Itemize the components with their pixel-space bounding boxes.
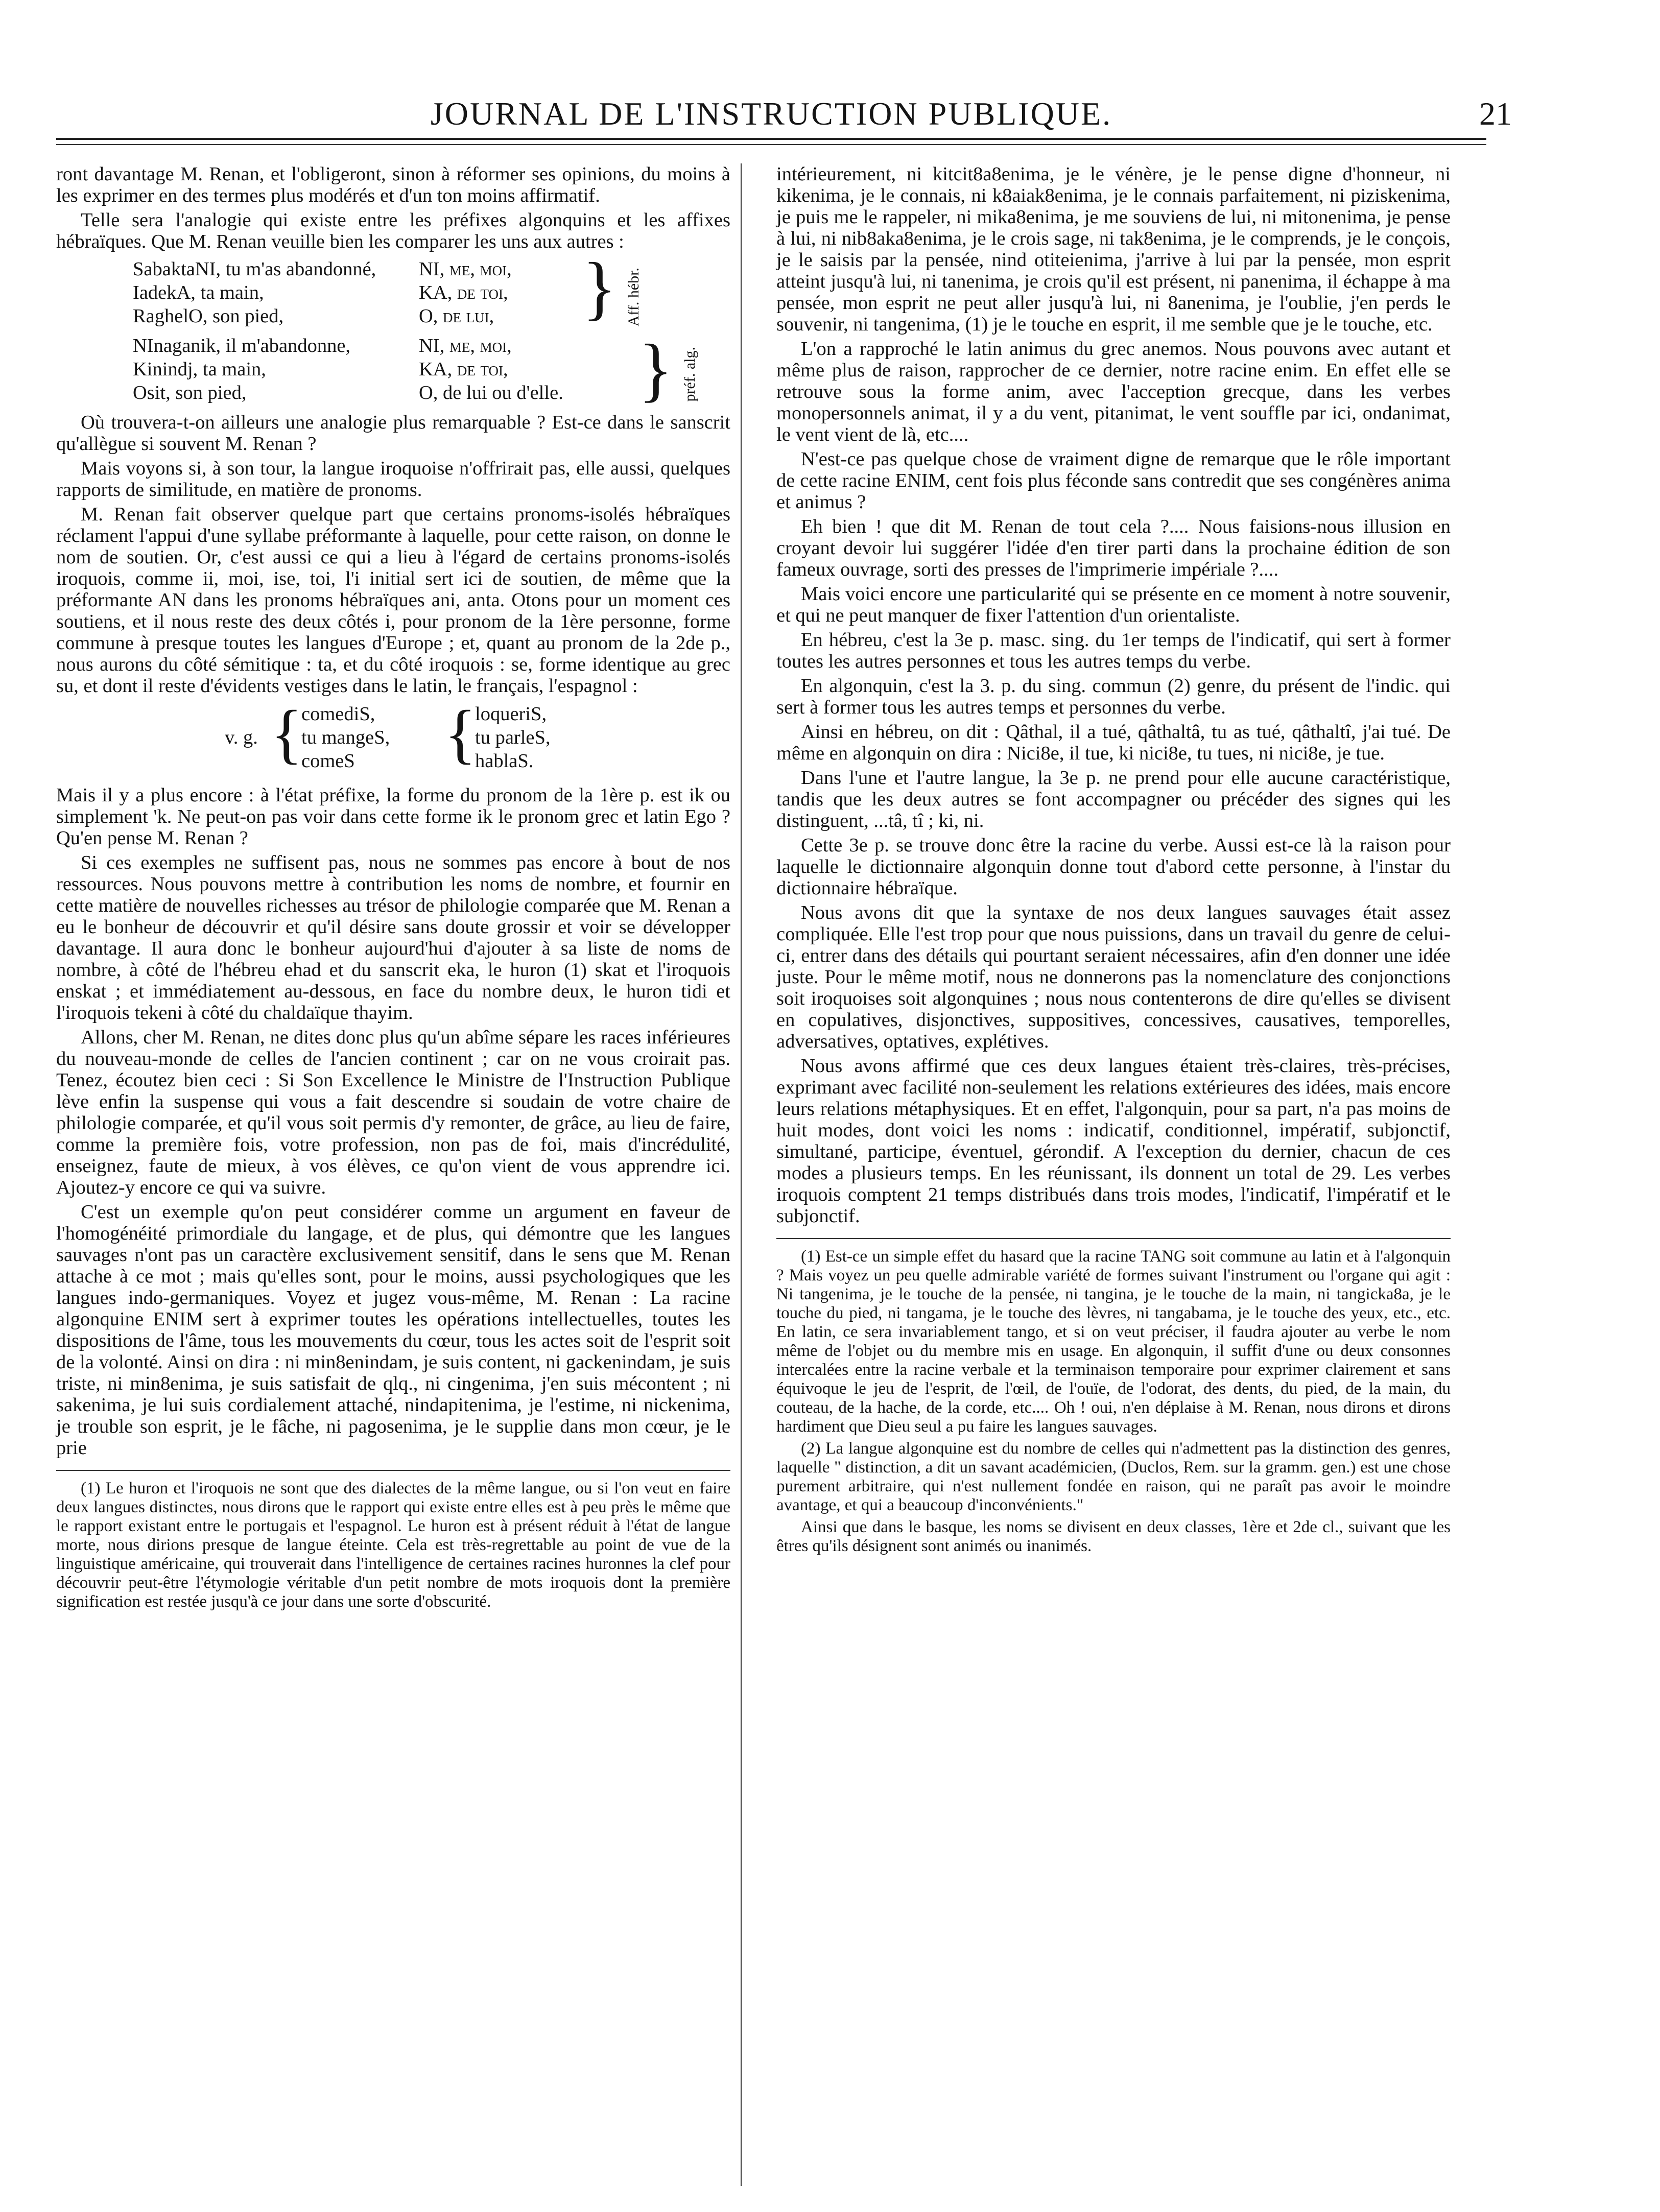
- paragraph: N'est-ce pas quelque chose de vraiment digne de remarque que le rôle important de cette racine ENIM, cent fois plus féconde sans contredit que ses congénères anima et animus ?: [776, 448, 1451, 513]
- table-cell: NI, me, moi,: [419, 258, 512, 280]
- running-header: [56, 95, 1512, 136]
- paragraph: ront davantage M. Renan, et l'obligeront, sinon à réformer ses opinions, du moins à les exprimer en des termes plus modérés et d'un ton moins affirmatif.: [56, 163, 730, 206]
- table-cell: KA, de toi,: [419, 282, 508, 303]
- paragraph: Telle sera l'analogie qui existe entre les préfixes algonquins et les affixes hébraïques. Que M. Renan veuille bien les comparer les uns aux autres :: [56, 209, 730, 252]
- paragraph: Eh bien ! que dit M. Renan de tout cela ?.... Nous faisions-nous illusion en croyant devoir lui suggérer l'idée d'en tirer parti dans la prochaine édition de son fameux ouvrage, sorti des presses de l'imprimerie impériale ?....: [776, 516, 1451, 580]
- paragraph: C'est un exemple qu'on peut considérer comme un argument en faveur de l'homogénéité primordiale du langage, et de plus, qui démontre que les langues sauvages n'ont pas un caractère exclusivement sensitif, dans le sens que M. Renan attache à ce mot ; mais qu'elles sont, pour le moins, aussi psychologiques que les langues indo-germaniques. Voyez et jugez vous-même, M. Renan : La racine algonquine ENIM sert à exprimer toutes les opérations intellectuelles, toutes les dispositions de l'âme, tous les mouvements du cœur, tous les actes soit de l'esprit soit de la volonté. Ainsi on dira : ni min8enindam, je suis content, ni gackenindam, je suis triste, ni min8enima, je suis satisfait de qlq., ni cingenima, j'en suis mécontent ; ni sakenima, je lui suis cordialement attaché, nindapitenima, je l'estime, ni nickenima, je trouble son esprit, je le fâche, ni pagosenima, je le supplie dans mon cœur, je le prie: [56, 1201, 730, 1459]
- left-column: [56, 163, 730, 1614]
- table-cell: Osit, son pied,: [133, 382, 247, 403]
- paragraph: Mais voyons si, à son tour, la langue iroquoise n'offrirait pas, elle aussi, quelques rapports de similitude, en matière de pronoms.: [56, 458, 730, 501]
- verb-form: tu parleS,: [475, 727, 551, 748]
- paragraph: En hébreu, c'est la 3e p. masc. sing. du 1er temps de l'indicatif, qui sert à former toutes les autres personnes et tous les autres temps du verbe.: [776, 629, 1451, 672]
- footnote-rule: [776, 1238, 1451, 1239]
- right-column: [776, 163, 1451, 1559]
- paragraph: intérieurement, ni kitcit8a8enima, je le vénère, je le pense digne d'honneur, ni kikenima, je le connais, ni k8aiak8enima, je le connais parfaitement, ni piziskenima, je puis me le rappeler, ni mika8enima, je me souviens de lui, ni mitonenima, je pense à lui, ni nib8aka8enima, je le crois sage, ni tak8enima, je le comprends, je le conçois, je le saisis par la pensée, nind otiteienima, j'arrive à lui par la pensée, mon esprit atteint jusqu'à lui, ni tanenima, je crois qu'il est présent, ni panenima, il échappe à ma pensée, mon esprit ne peut aller jusqu'à lui, ni 8anenima, je l'oublie, j'en perds le souvenir, ni tangenima, (1) je le touche en esprit, il me semble que je le touche, etc.: [776, 163, 1451, 335]
- paragraph: M. Renan fait observer quelque part que certains pronoms-isolés hébraïques réclament l'appui d'une syllabe préformante à laquelle, pour cette raison, on donne le nom de soutien. Or, c'est aussi ce qui a lieu à l'égard de certains pronoms-isolés iroquois, comme ii, moi, ise, toi, l'i initial sert ici de soutien, de même que la préformante AN dans les pronoms hébraïques ani, anta. Otons pour un moment ces soutiens, et il nous reste des deux côtés i, pour pronom de la 1ère personne, forme commune à presque toutes les langues d'Europe ; et, quant au pronom de la 2de p., nous aurons du côté sémitique : ta, et du côté iroquois : se, forme identique au grec su, et dont il reste d'évidents vestiges dans le latin, le français, l'espagnol :: [56, 504, 730, 697]
- table-cell: NI, me, moi,: [419, 335, 512, 356]
- table-row: [56, 358, 730, 381]
- brace-glyph: }: [582, 248, 617, 327]
- footnote: Ainsi que dans le basque, les noms se divisent en deux classes, 1ère et 2de cl., suivant que les êtres qu'ils désignent sont animés ou inanimés.: [776, 1518, 1451, 1555]
- table-row: [56, 334, 730, 358]
- footnote: (2) La langue algonquine est du nombre de celles qui n'admettent pas la distinction des genres, laquelle " distinction, a dit un savant académicien, (Duclos, Rem. sur la gramm. gen.) est une chose purement arbitraire, qui n'est nullement fondée en raison, qui ne paraît pas avoir le moindre avantage, et qui a beaucoup d'inconvénients.": [776, 1439, 1451, 1514]
- paragraph: Ainsi en hébreu, on dit : Qâthal, il a tué, qâthaltâ, tu as tué, qâthaltî, j'ai tué. De même en algonquin on dira : Nici8e, il tue, ki nici8e, tu tues, ni nici8e, je tue.: [776, 721, 1451, 764]
- table-cell: SabaktaNI, tu m'as abandonné,: [133, 258, 376, 280]
- paragraph: Nous avons dit que la syntaxe de nos deux langues sauvages était assez compliquée. Elle l'est trop pour que nous puissions, dans un travail du genre de celui-ci, entrer dans des détails qui pourtant seraient nécessaires, afin d'en donner une idée juste. Pour le même motif, nous ne donnerons pas la nomenclature des conjonctions soit iroquoises soit algonquines ; nous nous contenterons de dire qu'elles se divisent en copulatives, disjonctives, suppositives, concessives, causatives, temporelles, adversatives, optatives, explétives.: [776, 902, 1451, 1052]
- paragraph: Allons, cher M. Renan, ne dites donc plus qu'un abîme sépare les races inférieures du nouveau-monde de celles de l'ancien continent ; car on ne vous croirait pas. Tenez, écoutez bien ceci : Si Son Excellence le Ministre de l'Instruction Publique lève enfin la suspense qui vous a fait descendre si soudain de votre chaire de philologie comparée, et qu'il vous soit permis d'y remonter, de grâce, au lieu de faire, comme la première fois, votre profession, non pas de foi, mais d'incrédulité, enseignez, faute de mieux, à vos élèves, ce qu'on vient de vous apprendre ici. Ajoutez-y encore ce qui va suivre.: [56, 1027, 730, 1198]
- verb-form: hablaS.: [475, 750, 534, 772]
- verb-form: loqueriS,: [475, 703, 547, 725]
- column-divider: [741, 163, 742, 2186]
- paragraph: En algonquin, c'est la 3. p. du sing. commun (2) genre, du présent de l'indic. qui sert à former tous les autres temps et personnes du verbe.: [776, 675, 1451, 718]
- verb-form: comediS,: [301, 703, 375, 725]
- brace-glyph: {: [271, 697, 303, 771]
- footnote-rule: [56, 1470, 730, 1471]
- affix-label: Aff. hébr.: [625, 268, 642, 327]
- table-cell: RaghelO, son pied,: [133, 305, 284, 327]
- paragraph: Nous avons affirmé que ces deux langues étaient très-claires, très-précises, exprimant avec facilité non-seulement les relations extérieures des idées, mais encore leurs relations métaphysiques. Et en effet, l'algonquin, pour sa part, n'a pas moins de huit modes, dont voici les noms : indicatif, conditionnel, impératif, subjonctif, simultané, participe, éventuel, gérondif. A l'exception du dernier, chacun de ces modes a plusieurs temps. En les réunissant, ils donnent un total de 29. Les verbes iroquois comptent 21 temps distribués dans trois modes, l'indicatif, l'impératif et le subjonctif.: [776, 1055, 1451, 1227]
- paragraph: Cette 3e p. se trouve donc être la racine du verbe. Aussi est-ce là la raison pour laquelle le dictionnaire algonquin donne tout d'abord cette personne, à l'instar du dictionnaire hébraïque.: [776, 835, 1451, 899]
- paragraph: Si ces exemples ne suffisent pas, nous ne sommes pas encore à bout de nos ressources. Nous pouvons mettre à contribution les noms de nombre, et fournir en cette matière de nouvelles richesses au trésor de philologie comparée que M. Renan a eu le bonheur de découvrir et qu'il désire sans doute grossir et voir se développer davantage. Il aura donc le bonheur aujourd'hui d'ajouter à sa liste de noms de nombre, à côté de l'hébreu ehad et du sanscrit eka, le huron (1) skat et l'iroquois enskat ; et immédiatement au-dessous, en face du nombre deux, le huron tidi et l'iroquois tekeni à côté du chaldaïque thayim.: [56, 852, 730, 1024]
- journal-title: JOURNAL DE L'INSTRUCTION PUBLIQUE.: [430, 96, 1112, 132]
- table-cell: IadekA, ta main,: [133, 282, 264, 303]
- table-cell: NInaganik, il m'abandonne,: [133, 335, 351, 356]
- footnote: (1) Le huron et l'iroquois ne sont que des dialectes de la même langue, ou si l'on veut en faire deux langues distinctes, nous dirons que le rapport qui existe entre elles est à peu près le même que le rapport existant entre le portugais et l'espagnol. Le huron est à présent réduit à l'état de langue morte, nous dirions presque de langue éteinte. Cela est très-regrettable au point de vue de la linguistique américaine, qui trouverait dans l'intelligence de certaines racines huronnes la clef pour découvrir peut-être l'étymologie véritable d'un petit nombre de mots iroquois dont la première signification est restée jusqu'à ce jour dans une sorte d'obscurité.: [56, 1479, 730, 1611]
- verb-form: comeS: [301, 750, 355, 772]
- prefix-label: préf. alg.: [681, 347, 698, 402]
- vg-label: v. g.: [225, 727, 258, 748]
- page-number: 21: [1479, 96, 1512, 132]
- paragraph: Où trouvera-t-on ailleurs une analogie plus remarquable ? Est-ce dans le sanscrit qu'allègue si souvent M. Renan ?: [56, 412, 730, 455]
- brace-glyph: }: [638, 330, 673, 409]
- table-cell: KA, de toi,: [419, 359, 508, 380]
- paragraph: L'on a rapproché le latin animus du grec anemos. Nous pouvons avec autant et même plus de raison, rapprocher de ce dernier, notre racine enim. En effet elle se retrouve sous la forme anim, avec l'acception grecque, dans les verbes monopersonnels animat, il y a du vent, pitanimat, le vent souffle par ici, ondanimat, le vent vient de là, etc....: [776, 338, 1451, 445]
- table-cell: O, de lui,: [419, 305, 494, 327]
- verb-form: tu mangeS,: [301, 727, 390, 748]
- header-rule-thin: [56, 144, 1486, 145]
- footnote: (1) Est-ce un simple effet du hasard que la racine TANG soit commune au latin et à l'algonquin ? Mais voyez un peu quelle admirable variété de formes suivant l'instrument ou l'organe qui agit : Ni tangenima, je le touche de la pensée, ni tangina, je le touche de la main, ni tangicka8a, je le touche du pied, ni tangama, je le touche des lèvres, ni tangabama, je le touche des yeux, etc., etc. En latin, ce sera invariablement tango, et si on veut préciser, il faudra ajouter au verbe le nom même de l'objet ou du membre mis en usage. En algonquin, il suffit d'une ou deux consonnes intercalées entre la racine verbale et la terminaison temporaire pour exprimer clairement et sans équivoque le jeu de l'esprit, de l'œil, de l'ouïe, de l'odorat, des dents, du pied, de la main, du couteau, de la hache, de la corde, etc.... Oh ! oui, n'en déplaise à M. Renan, nous dirons et dirons hardiment que Dieu seul a pu faire les langues sauvages.: [776, 1247, 1451, 1436]
- example-conjugation: [56, 697, 730, 777]
- pronoun-comparison-table: [56, 248, 730, 409]
- paragraph: Mais voici encore une particularité qui se présente en ce moment à notre souvenir, et qui ne peut manquer de fixer l'attention d'un orientaliste.: [776, 583, 1451, 626]
- paragraph: Dans l'une et l'autre langue, la 3e p. ne prend pour elle aucune caractéristique, tandis que les deux autres se font accompagner ou précéder des signes qui les distinguent, ...tâ, tî ; ki, ni.: [776, 767, 1451, 831]
- table-cell: O, de lui ou d'elle.: [419, 382, 563, 403]
- brace-glyph: {: [444, 697, 477, 771]
- paragraph: Mais il y a plus encore : à l'état préfixe, la forme du pronom de la 1ère p. est ik ou simplement 'k. Ne peut-on pas voir dans cette forme ik le pronom grec et latin Ego ? Qu'en pense M. Renan ?: [56, 784, 730, 849]
- table-row: [56, 381, 730, 405]
- table-cell: Kinindj, ta main,: [133, 359, 266, 380]
- header-rule: [56, 138, 1486, 140]
